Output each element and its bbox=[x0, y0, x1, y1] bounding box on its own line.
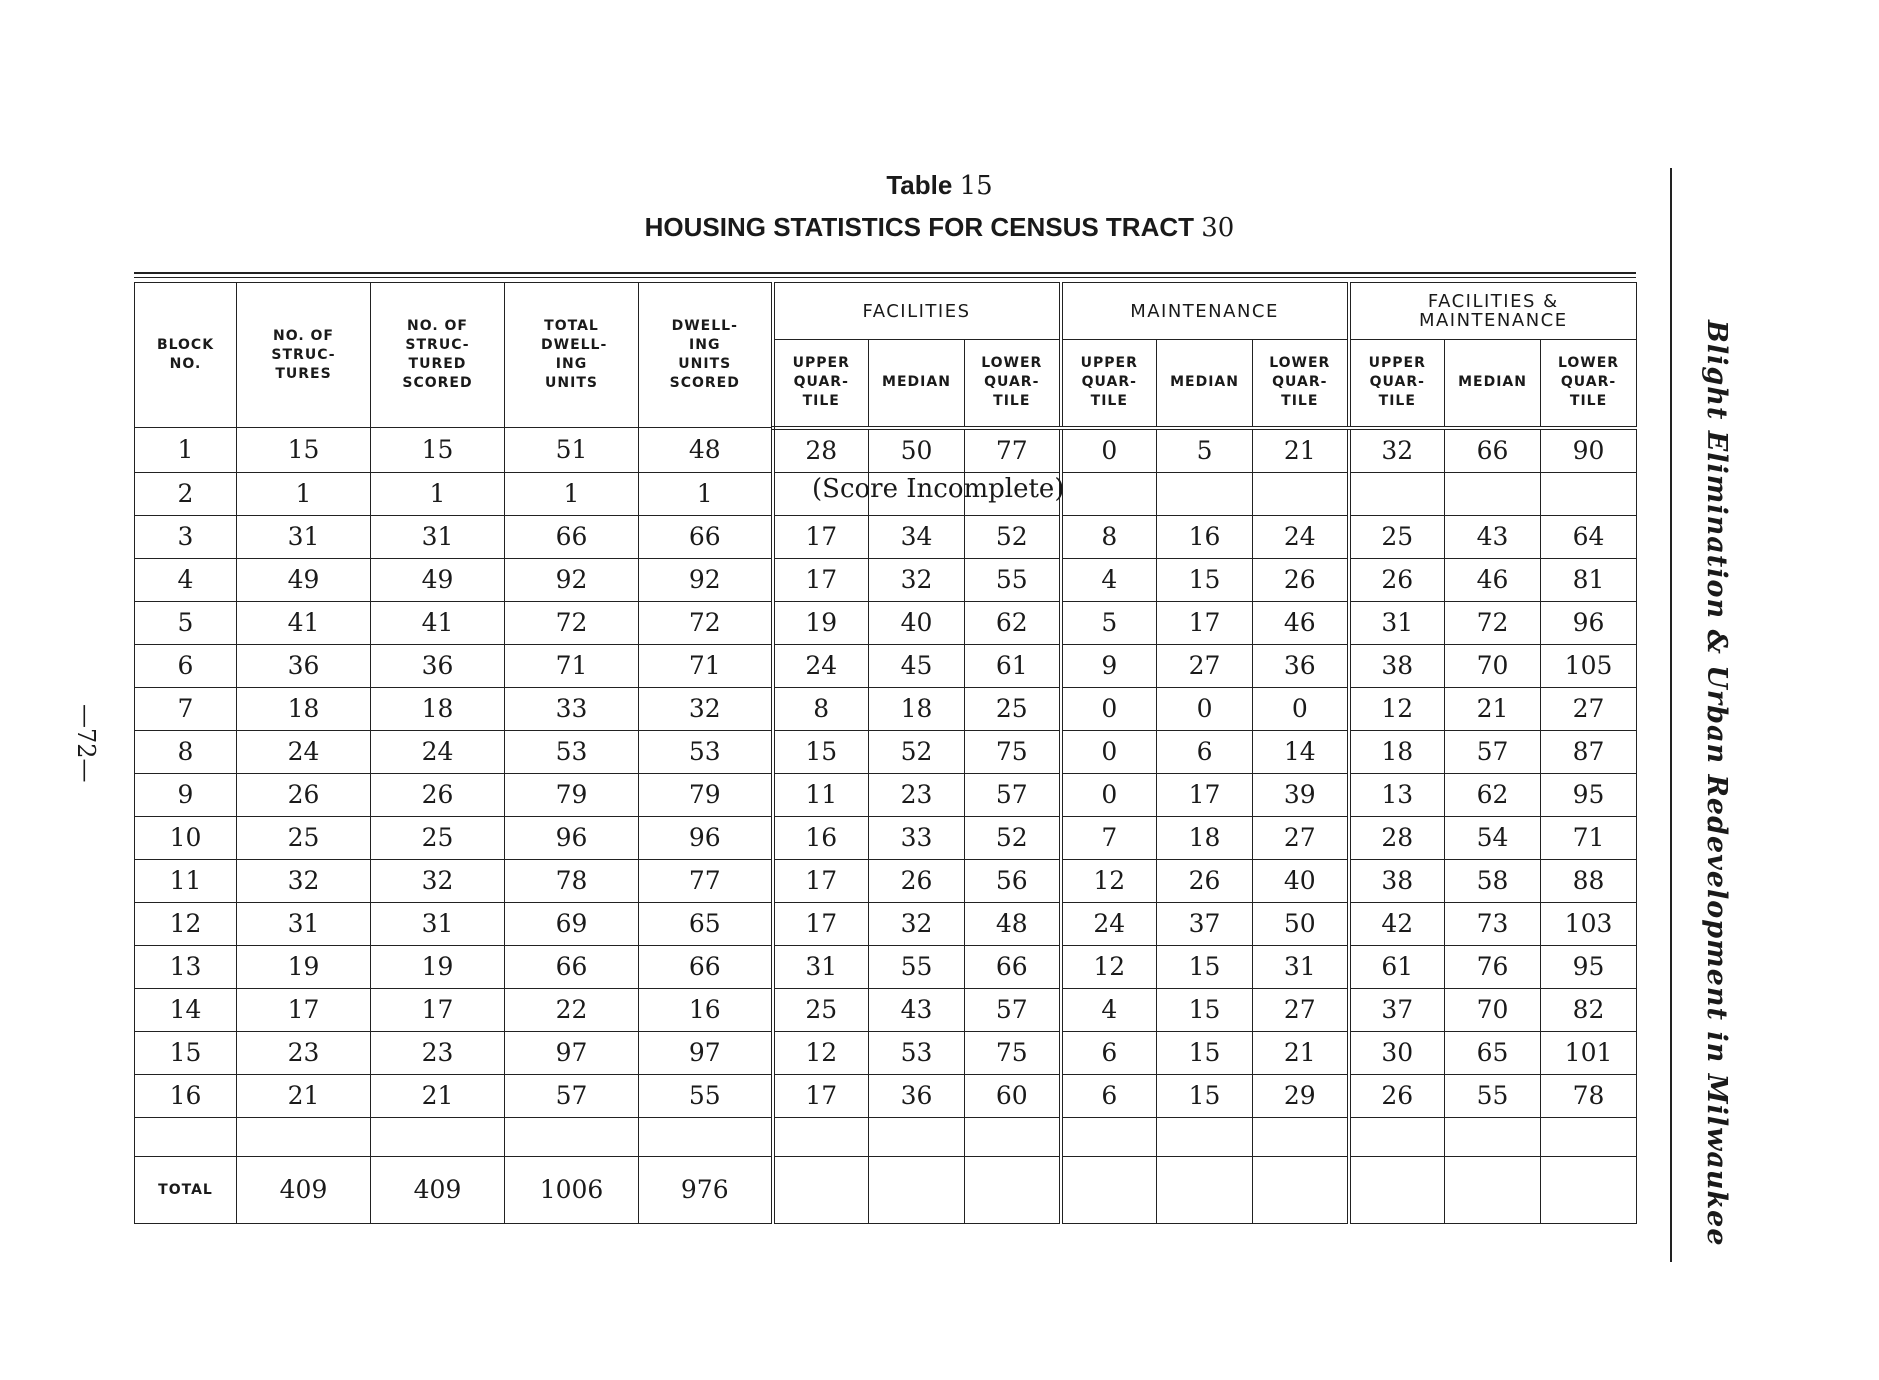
table-cell: 24 bbox=[1061, 902, 1157, 945]
table-cell: 32 bbox=[1349, 428, 1445, 473]
table-cell: 12 bbox=[1061, 859, 1157, 902]
table-cell: 25 bbox=[965, 687, 1061, 730]
table-cell: 0 bbox=[1157, 687, 1253, 730]
table-cell: 18 bbox=[1349, 730, 1445, 773]
table-cell: 1 bbox=[639, 472, 773, 515]
table-cell: 71 bbox=[639, 644, 773, 687]
table-cell: 25 bbox=[371, 816, 505, 859]
table-cell: 28 bbox=[1349, 816, 1445, 859]
table-row bbox=[135, 730, 1637, 773]
table-cell: 48 bbox=[639, 428, 773, 473]
table-row bbox=[135, 816, 1637, 859]
total-label: TOTAL bbox=[135, 1156, 237, 1223]
housing-statistics-table bbox=[134, 282, 1637, 1224]
table-cell: 18 bbox=[237, 687, 371, 730]
empty-cell bbox=[1157, 1117, 1253, 1156]
empty-cell bbox=[869, 1117, 965, 1156]
table-cell: 32 bbox=[639, 687, 773, 730]
empty-cell bbox=[639, 1117, 773, 1156]
table-cell: 27 bbox=[1253, 988, 1349, 1031]
table-cell: 34 bbox=[869, 515, 965, 558]
table-cell: 90 bbox=[1541, 428, 1637, 473]
table-cell: 32 bbox=[869, 558, 965, 601]
group-facilities: FACILITIES bbox=[773, 283, 1061, 340]
table-cell: 16 bbox=[773, 816, 869, 859]
table-cell: 40 bbox=[869, 601, 965, 644]
table-cell: 15 bbox=[1157, 1031, 1253, 1074]
census-tract-number: 30 bbox=[1201, 213, 1235, 243]
table-cell: 31 bbox=[237, 902, 371, 945]
table-row bbox=[135, 988, 1637, 1031]
table-cell: 96 bbox=[639, 816, 773, 859]
table-cell: 9 bbox=[1061, 644, 1157, 687]
table-cell: 57 bbox=[505, 1074, 639, 1117]
table-cell: 12 bbox=[773, 1031, 869, 1074]
table-cell: 40 bbox=[1253, 859, 1349, 902]
table-cell: 32 bbox=[237, 859, 371, 902]
table-cell: 24 bbox=[371, 730, 505, 773]
header-no-of-structures: NO. OF STRUC- TURES bbox=[237, 283, 371, 428]
empty-cell bbox=[1061, 1156, 1157, 1223]
table-cell: 24 bbox=[773, 644, 869, 687]
table-cell: 49 bbox=[237, 558, 371, 601]
table-cell: 78 bbox=[1541, 1074, 1637, 1117]
empty-cell bbox=[965, 1117, 1061, 1156]
table-cell: 78 bbox=[505, 859, 639, 902]
table-cell: 25 bbox=[773, 988, 869, 1031]
block-number-cell: 1 bbox=[135, 428, 237, 473]
table-cell: 21 bbox=[371, 1074, 505, 1117]
header-dwelling-units-scored: DWELL- ING UNITS SCORED bbox=[639, 283, 773, 428]
table-cell: 16 bbox=[1157, 515, 1253, 558]
table-cell: 17 bbox=[773, 1074, 869, 1117]
table-row bbox=[135, 1031, 1637, 1074]
table-cell: 26 bbox=[1349, 558, 1445, 601]
total-value-cell: 976 bbox=[639, 1156, 773, 1223]
table-cell: 28 bbox=[773, 428, 869, 473]
table-cell: 101 bbox=[1541, 1031, 1637, 1074]
block-number-cell: 10 bbox=[135, 816, 237, 859]
empty-cell bbox=[1253, 1156, 1349, 1223]
table-cell: 18 bbox=[1157, 816, 1253, 859]
table-cell: 26 bbox=[371, 773, 505, 816]
table-cell: 72 bbox=[1445, 601, 1541, 644]
table-cell: 5 bbox=[1157, 428, 1253, 473]
facilities-median: MEDIAN bbox=[869, 340, 965, 428]
table-cell: 31 bbox=[1349, 601, 1445, 644]
table-cell: 87 bbox=[1541, 730, 1637, 773]
table-cell: 60 bbox=[965, 1074, 1061, 1117]
table-cell: 52 bbox=[965, 816, 1061, 859]
blank-row bbox=[135, 1117, 1637, 1156]
score-incomplete-note: (Score Incomplete) bbox=[812, 474, 1065, 504]
table-cell: 43 bbox=[1445, 515, 1541, 558]
table-cell: 92 bbox=[639, 558, 773, 601]
table-cell: 62 bbox=[1445, 773, 1541, 816]
table-cell: 32 bbox=[371, 859, 505, 902]
table-cell: 39 bbox=[1253, 773, 1349, 816]
table-cell: 50 bbox=[869, 428, 965, 473]
table-cell: 53 bbox=[505, 730, 639, 773]
top-rule-thin bbox=[134, 277, 1636, 278]
block-number-cell: 2 bbox=[135, 472, 237, 515]
table-cell: 17 bbox=[773, 859, 869, 902]
table-cell: 72 bbox=[505, 601, 639, 644]
empty-cell bbox=[1061, 1117, 1157, 1156]
facilities-lower-quartile: LOWER QUAR- TILE bbox=[965, 340, 1061, 428]
table-cell: 32 bbox=[869, 902, 965, 945]
table-cell: 21 bbox=[1445, 687, 1541, 730]
table-row bbox=[135, 558, 1637, 601]
table-cell: 21 bbox=[1253, 428, 1349, 473]
table-row bbox=[135, 902, 1637, 945]
table-cell: 16 bbox=[639, 988, 773, 1031]
table-title-label: HOUSING STATISTICS FOR CENSUS TRACT bbox=[644, 212, 1195, 242]
table-row bbox=[135, 515, 1637, 558]
table-cell: 17 bbox=[773, 515, 869, 558]
table-cell: 19 bbox=[371, 945, 505, 988]
header-structured-scored: NO. OF STRUC- TURED SCORED bbox=[371, 283, 505, 428]
table-cell: 25 bbox=[237, 816, 371, 859]
empty-cell bbox=[1349, 1117, 1445, 1156]
table-cell: 36 bbox=[237, 644, 371, 687]
table-cell: 66 bbox=[505, 945, 639, 988]
table-row bbox=[135, 428, 1637, 473]
table-cell: 12 bbox=[1061, 945, 1157, 988]
table-cell: 4 bbox=[1061, 988, 1157, 1031]
table-cell: 4 bbox=[1061, 558, 1157, 601]
table-cell: 18 bbox=[869, 687, 965, 730]
maintenance-upper-quartile: UPPER QUAR- TILE bbox=[1061, 340, 1157, 428]
table-cell: 52 bbox=[965, 515, 1061, 558]
table-label: Table bbox=[886, 170, 953, 200]
table-cell: 38 bbox=[1349, 644, 1445, 687]
table-cell: 51 bbox=[505, 428, 639, 473]
table-cell: 1 bbox=[505, 472, 639, 515]
table-cell: 1 bbox=[371, 472, 505, 515]
table-cell: 27 bbox=[1157, 644, 1253, 687]
table-body bbox=[135, 428, 1637, 1224]
table-cell: 53 bbox=[869, 1031, 965, 1074]
table-cell: 96 bbox=[1541, 601, 1637, 644]
table-cell: 71 bbox=[1541, 816, 1637, 859]
table-title bbox=[0, 212, 1879, 243]
table-cell: 57 bbox=[1445, 730, 1541, 773]
table-cell: 31 bbox=[1253, 945, 1349, 988]
table-number-value: 15 bbox=[959, 171, 993, 201]
table-cell: 95 bbox=[1541, 773, 1637, 816]
table-cell: 105 bbox=[1541, 644, 1637, 687]
table-cell: 26 bbox=[1157, 859, 1253, 902]
block-number-cell: 13 bbox=[135, 945, 237, 988]
empty-cell bbox=[371, 1117, 505, 1156]
table-cell: 26 bbox=[1253, 558, 1349, 601]
table-cell: 8 bbox=[773, 687, 869, 730]
table-row bbox=[135, 1074, 1637, 1117]
table-cell: 79 bbox=[639, 773, 773, 816]
table-cell: 103 bbox=[1541, 902, 1637, 945]
table-cell: 55 bbox=[965, 558, 1061, 601]
table-cell: 31 bbox=[237, 515, 371, 558]
table-cell: 26 bbox=[1349, 1074, 1445, 1117]
table-cell: 61 bbox=[1349, 945, 1445, 988]
table-cell: 24 bbox=[237, 730, 371, 773]
table-cell: 97 bbox=[639, 1031, 773, 1074]
table-cell: 48 bbox=[965, 902, 1061, 945]
table-cell: 15 bbox=[1157, 558, 1253, 601]
table-cell: 55 bbox=[639, 1074, 773, 1117]
table-cell: 17 bbox=[1157, 773, 1253, 816]
table-cell: 26 bbox=[237, 773, 371, 816]
empty-cell bbox=[237, 1117, 371, 1156]
table-row bbox=[135, 687, 1637, 730]
table-cell: 15 bbox=[1157, 988, 1253, 1031]
table-cell: 0 bbox=[1061, 730, 1157, 773]
empty-cell bbox=[1541, 1117, 1637, 1156]
empty-cell bbox=[869, 1156, 965, 1223]
table-cell: 31 bbox=[773, 945, 869, 988]
table-cell: 82 bbox=[1541, 988, 1637, 1031]
table-cell: 17 bbox=[237, 988, 371, 1031]
empty-cell bbox=[1445, 1117, 1541, 1156]
table-cell: 17 bbox=[371, 988, 505, 1031]
table-cell: 55 bbox=[869, 945, 965, 988]
table-cell: 71 bbox=[505, 644, 639, 687]
empty-cell bbox=[1349, 1156, 1445, 1223]
table-cell: 79 bbox=[505, 773, 639, 816]
table-cell: 66 bbox=[505, 515, 639, 558]
table-cell: 21 bbox=[1253, 1031, 1349, 1074]
total-value-cell: 1006 bbox=[505, 1156, 639, 1223]
side-rule bbox=[1670, 168, 1672, 1262]
total-value-cell: 409 bbox=[237, 1156, 371, 1223]
table-cell bbox=[1445, 472, 1541, 515]
table-cell: 42 bbox=[1349, 902, 1445, 945]
table-cell: 52 bbox=[869, 730, 965, 773]
empty-cell bbox=[1253, 1117, 1349, 1156]
table-cell: 92 bbox=[505, 558, 639, 601]
table-cell: 37 bbox=[1157, 902, 1253, 945]
table-cell: 19 bbox=[773, 601, 869, 644]
header-block-no: BLOCK NO. bbox=[135, 283, 237, 428]
table-cell: 14 bbox=[1253, 730, 1349, 773]
table-cell: 30 bbox=[1349, 1031, 1445, 1074]
table-cell: 73 bbox=[1445, 902, 1541, 945]
table-cell: 36 bbox=[1253, 644, 1349, 687]
table-cell: 8 bbox=[1061, 515, 1157, 558]
table-cell: 29 bbox=[1253, 1074, 1349, 1117]
table-cell: 6 bbox=[1061, 1074, 1157, 1117]
block-number-cell: 12 bbox=[135, 902, 237, 945]
table-cell: 7 bbox=[1061, 816, 1157, 859]
table-cell: 58 bbox=[1445, 859, 1541, 902]
table-cell: 22 bbox=[505, 988, 639, 1031]
table-cell: 96 bbox=[505, 816, 639, 859]
empty-cell bbox=[1445, 1156, 1541, 1223]
table-cell: 97 bbox=[505, 1031, 639, 1074]
table-cell bbox=[1157, 472, 1253, 515]
table-cell: 77 bbox=[639, 859, 773, 902]
group-maintenance: MAINTENANCE bbox=[1061, 283, 1349, 340]
table-cell: 23 bbox=[371, 1031, 505, 1074]
table-cell: 66 bbox=[639, 945, 773, 988]
table-cell: 70 bbox=[1445, 988, 1541, 1031]
table-cell: 46 bbox=[1445, 558, 1541, 601]
table-cell: 17 bbox=[773, 902, 869, 945]
table-cell: 57 bbox=[965, 773, 1061, 816]
table-cell: 61 bbox=[965, 644, 1061, 687]
block-number-cell: 9 bbox=[135, 773, 237, 816]
table-cell: 15 bbox=[237, 428, 371, 473]
totals-row bbox=[135, 1156, 1637, 1223]
table-cell: 17 bbox=[773, 558, 869, 601]
table-cell: 0 bbox=[1061, 428, 1157, 473]
table-cell: 24 bbox=[1253, 515, 1349, 558]
block-number-cell: 7 bbox=[135, 687, 237, 730]
table-cell: 65 bbox=[1445, 1031, 1541, 1074]
table-cell: 5 bbox=[1061, 601, 1157, 644]
facilities-upper-quartile: UPPER QUAR- TILE bbox=[773, 340, 869, 428]
table-row bbox=[135, 859, 1637, 902]
table-cell: 0 bbox=[1061, 773, 1157, 816]
table-cell: 54 bbox=[1445, 816, 1541, 859]
table-cell: 15 bbox=[371, 428, 505, 473]
table-cell: 33 bbox=[505, 687, 639, 730]
table-row bbox=[135, 644, 1637, 687]
header-total-dwelling-units: TOTAL DWELL- ING UNITS bbox=[505, 283, 639, 428]
maintenance-median: MEDIAN bbox=[1157, 340, 1253, 428]
table-row bbox=[135, 601, 1637, 644]
table-cell: 64 bbox=[1541, 515, 1637, 558]
table-cell: 95 bbox=[1541, 945, 1637, 988]
table-cell: 49 bbox=[371, 558, 505, 601]
table-cell bbox=[1253, 472, 1349, 515]
table-cell: 31 bbox=[371, 902, 505, 945]
table-cell: 75 bbox=[965, 730, 1061, 773]
table-cell: 65 bbox=[639, 902, 773, 945]
empty-cell bbox=[135, 1117, 237, 1156]
table-cell: 70 bbox=[1445, 644, 1541, 687]
empty-cell bbox=[505, 1117, 639, 1156]
total-value-cell: 409 bbox=[371, 1156, 505, 1223]
table-cell: 33 bbox=[869, 816, 965, 859]
table-cell: 17 bbox=[1157, 601, 1253, 644]
table-cell: 72 bbox=[639, 601, 773, 644]
table-cell: 15 bbox=[773, 730, 869, 773]
empty-cell bbox=[965, 1156, 1061, 1223]
page-number: —72— bbox=[72, 704, 100, 783]
table-cell: 62 bbox=[965, 601, 1061, 644]
table-cell: 26 bbox=[869, 859, 965, 902]
table-cell: 25 bbox=[1349, 515, 1445, 558]
table-cell: 31 bbox=[371, 515, 505, 558]
table-cell: 13 bbox=[1349, 773, 1445, 816]
table-cell: 77 bbox=[965, 428, 1061, 473]
table-cell bbox=[1541, 472, 1637, 515]
table-cell: 66 bbox=[639, 515, 773, 558]
table-cell: 6 bbox=[1157, 730, 1253, 773]
empty-cell bbox=[773, 1156, 869, 1223]
table-cell bbox=[1349, 472, 1445, 515]
fm-lower-quartile: LOWER QUAR- TILE bbox=[1541, 340, 1637, 428]
fm-upper-quartile: UPPER QUAR- TILE bbox=[1349, 340, 1445, 428]
table-cell: 55 bbox=[1445, 1074, 1541, 1117]
top-rule bbox=[134, 272, 1636, 274]
table-cell: 0 bbox=[1253, 687, 1349, 730]
table-cell: 12 bbox=[1349, 687, 1445, 730]
table-cell: 76 bbox=[1445, 945, 1541, 988]
table-cell: 27 bbox=[1541, 687, 1637, 730]
block-number-cell: 11 bbox=[135, 859, 237, 902]
maintenance-lower-quartile: LOWER QUAR- TILE bbox=[1253, 340, 1349, 428]
empty-cell bbox=[773, 1117, 869, 1156]
table-cell: 37 bbox=[1349, 988, 1445, 1031]
table-cell: 36 bbox=[869, 1074, 965, 1117]
table-cell: 27 bbox=[1253, 816, 1349, 859]
empty-cell bbox=[1541, 1156, 1637, 1223]
table-cell: 15 bbox=[1157, 1074, 1253, 1117]
block-number-cell: 4 bbox=[135, 558, 237, 601]
table-cell: 19 bbox=[237, 945, 371, 988]
table-cell: 38 bbox=[1349, 859, 1445, 902]
table-number bbox=[0, 170, 1879, 201]
table-cell: 23 bbox=[237, 1031, 371, 1074]
fm-median: MEDIAN bbox=[1445, 340, 1541, 428]
table-cell: 41 bbox=[237, 601, 371, 644]
running-title: Blight Elimination & Urban Redevelopment in Milwaukee bbox=[1701, 320, 1732, 1247]
table-cell: 11 bbox=[773, 773, 869, 816]
table-row bbox=[135, 945, 1637, 988]
table-cell: 50 bbox=[1253, 902, 1349, 945]
table-cell: 6 bbox=[1061, 1031, 1157, 1074]
table-cell: 56 bbox=[965, 859, 1061, 902]
table-cell: 46 bbox=[1253, 601, 1349, 644]
group-facilities-maintenance: FACILITIES & MAINTENANCE bbox=[1349, 283, 1637, 340]
block-number-cell: 16 bbox=[135, 1074, 237, 1117]
table-cell: 36 bbox=[371, 644, 505, 687]
table-cell: 43 bbox=[869, 988, 965, 1031]
block-number-cell: 6 bbox=[135, 644, 237, 687]
table-cell: 1 bbox=[237, 472, 371, 515]
block-number-cell: 14 bbox=[135, 988, 237, 1031]
table-cell: 53 bbox=[639, 730, 773, 773]
table-cell: 41 bbox=[371, 601, 505, 644]
table-cell: 66 bbox=[965, 945, 1061, 988]
table-cell: 57 bbox=[965, 988, 1061, 1031]
table-cell: 75 bbox=[965, 1031, 1061, 1074]
table-row bbox=[135, 773, 1637, 816]
table-cell: 81 bbox=[1541, 558, 1637, 601]
block-number-cell: 5 bbox=[135, 601, 237, 644]
table-cell bbox=[1061, 472, 1157, 515]
table-cell: 15 bbox=[1157, 945, 1253, 988]
table-cell: 18 bbox=[371, 687, 505, 730]
block-number-cell: 15 bbox=[135, 1031, 237, 1074]
table-cell: 45 bbox=[869, 644, 965, 687]
block-number-cell: 3 bbox=[135, 515, 237, 558]
table-cell: 23 bbox=[869, 773, 965, 816]
table-cell: 88 bbox=[1541, 859, 1637, 902]
empty-cell bbox=[1157, 1156, 1253, 1223]
table-cell: 69 bbox=[505, 902, 639, 945]
block-number-cell: 8 bbox=[135, 730, 237, 773]
table-cell: 0 bbox=[1061, 687, 1157, 730]
table-cell: 66 bbox=[1445, 428, 1541, 473]
table-cell: 21 bbox=[237, 1074, 371, 1117]
